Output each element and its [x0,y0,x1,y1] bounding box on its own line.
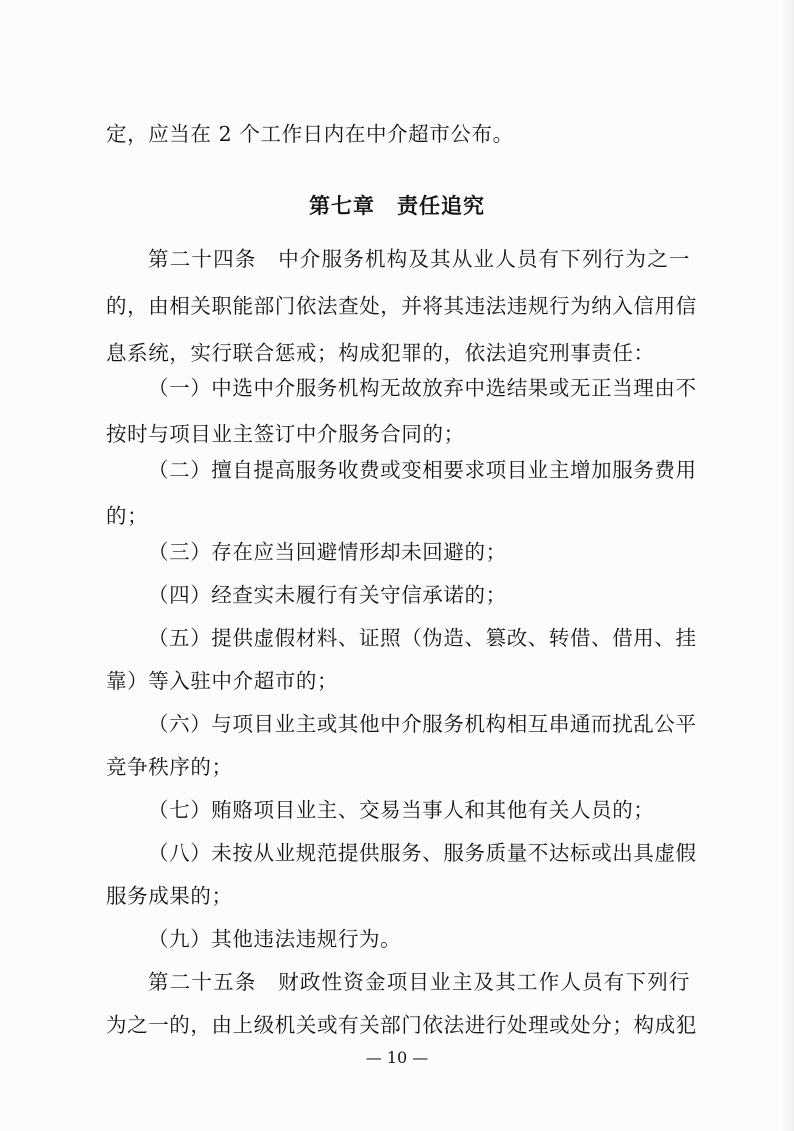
article-24-line: 第二十四条 中介服务机构及其从业人员有下列行为之一 [148,247,690,271]
list-item-1-line: 按时与项目业主签订中介服务合同的； [106,422,465,446]
list-item-5-line: 靠）等入驻中介超市的； [106,669,339,693]
list-item-9-line: （九）其他违法违规行为。 [148,927,402,951]
article-24-line: 的，由相关职能部门依法查处，并将其违法违规行为纳入信用信 [106,294,697,318]
article-25-line: 第二十五条 财政性资金项目业主及其工作人员有下列行 [148,970,690,994]
list-item-5-line: （五）提供虚假材料、证照（伪造、篡改、转借、借用、挂 [148,626,697,650]
list-item-3-line: （三）存在应当回避情形却未回避的； [148,540,507,564]
page-number: — 10 — [365,1048,429,1067]
list-item-6-line: （六）与项目业主或其他中介服务机构相互串通而扰乱公平 [148,712,697,736]
article-24-line: 息系统，实行联合惩戒；构成犯罪的，依法追究刑事责任： [106,341,655,365]
list-item-6-line: 竞争秩序的； [106,755,233,779]
continuation-text: 定，应当在 2 个工作日内在中介超市公布。 [106,122,514,146]
list-item-2-line: 的； [106,504,149,528]
article-25-line: 为之一的，由上级机关或有关部门依法进行处理或处分；构成犯 [106,1013,697,1037]
list-item-8-line: （八）未按从业规范提供服务、服务质量不达标或出具虚假 [148,841,697,865]
list-item-2-line: （二）擅自提高服务收费或变相要求项目业主增加服务费用 [148,458,697,482]
list-item-8-line: 服务成果的； [106,884,233,908]
scan-edge-shadow [780,0,794,1131]
list-item-4-line: （四）经查实未履行有关守信承诺的； [148,583,507,607]
list-item-7-line: （七）贿赂项目业主、交易当事人和其他有关人员的； [148,798,655,822]
chapter-heading: 第七章 责任追究 [309,194,485,218]
list-item-1-line: （一）中选中介服务机构无故放弃中选结果或无正当理由不 [148,376,697,400]
